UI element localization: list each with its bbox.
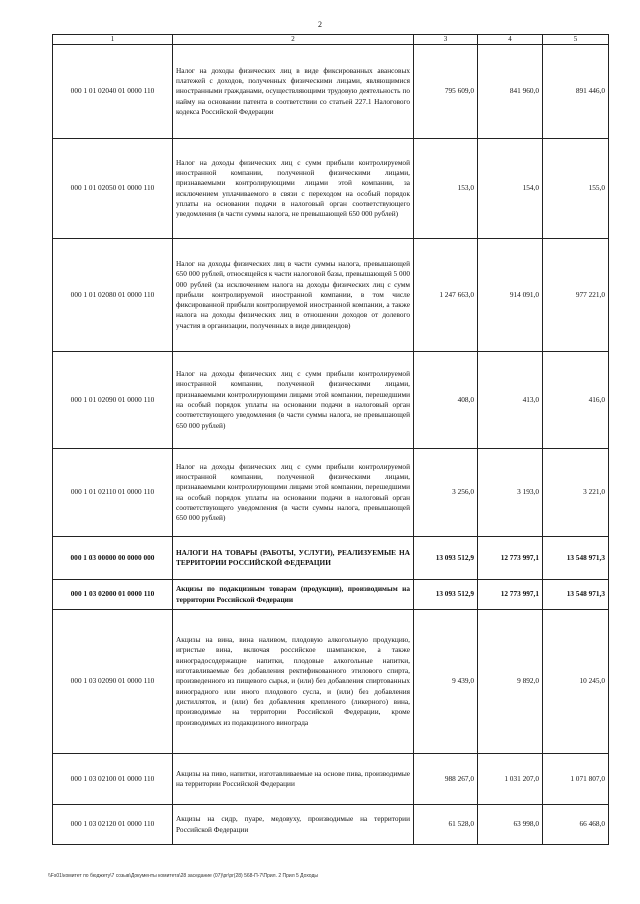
value-col-5: 155,0 bbox=[543, 139, 609, 239]
value-col-4: 3 193,0 bbox=[478, 449, 543, 537]
value-col-5: 977 221,0 bbox=[543, 239, 609, 352]
value-col-3: 3 256,0 bbox=[414, 449, 478, 537]
value-col-5: 1 071 807,0 bbox=[543, 754, 609, 805]
page-number: 2 bbox=[318, 20, 322, 29]
value-col-4: 9 892,0 bbox=[478, 610, 543, 754]
row-description: Налог на доходы физических лиц в виде фиксированных авансовых платежей с доходов, полученных физическими лицами, являющимися иностранными гражданами, осуществляющими трудовую деятельность по найму на основании патента в соответствии со статьей 227.1 Налогового кодекса Российской Федерации bbox=[173, 45, 414, 139]
value-col-4: 413,0 bbox=[478, 352, 543, 449]
value-col-5: 10 245,0 bbox=[543, 610, 609, 754]
row-description: Налог на доходы физических лиц в части суммы налога, превышающей 650 000 рублей, относящейся к части налоговой базы, превышающей 5 000 000 рублей (за исключением налога на доходы физических лиц с сумм прибыли контролируемой иностранной компании, в том числе фиксированной прибыли контролируемой иностранной компании, а также налога на доходы физических лиц в отношении доходов от долевого участия в организации, полученных в виде дивидендов) bbox=[173, 239, 414, 352]
column-header: 2 bbox=[173, 35, 414, 45]
row-description: Акцизы на пиво, напитки, изготавливаемые на основе пива, производимые на территории Российской Федерации bbox=[173, 754, 414, 805]
row-description: НАЛОГИ НА ТОВАРЫ (РАБОТЫ, УСЛУГИ), РЕАЛИЗУЕМЫЕ НА ТЕРРИТОРИИ РОССИЙСКОЙ ФЕДЕРАЦИИ bbox=[173, 537, 414, 580]
value-col-4: 841 960,0 bbox=[478, 45, 543, 139]
value-col-3: 13 093 512,9 bbox=[414, 537, 478, 580]
table-row bbox=[53, 449, 609, 537]
value-col-5: 13 548 971,3 bbox=[543, 580, 609, 610]
column-header: 5 bbox=[543, 35, 609, 45]
value-col-3: 795 609,0 bbox=[414, 45, 478, 139]
value-col-5: 891 446,0 bbox=[543, 45, 609, 139]
row-description: Налог на доходы физических лиц с сумм прибыли контролируемой иностранной компании, полученной физическими лицами, признаваемыми контролирующими лицами этой компании, перешедшими на особый порядок уплаты на основании подачи в налоговый орган соответствующего уведомления (в части суммы налога, не превышающей 650 000 рублей) bbox=[173, 352, 414, 449]
column-header: 3 bbox=[414, 35, 478, 45]
row-code: 000 1 03 00000 00 0000 000 bbox=[53, 537, 173, 580]
value-col-4: 154,0 bbox=[478, 139, 543, 239]
value-col-5: 66 468,0 bbox=[543, 805, 609, 845]
table-row bbox=[53, 45, 609, 139]
value-col-3: 13 093 512,9 bbox=[414, 580, 478, 610]
table-row bbox=[53, 805, 609, 845]
file-path-footer: \\Fs01\комитет по бюджету\7 созыв\Документы комитета\28 заседание (07)\pr\pr(28) 568-П-7\Прил. 2 Прил 5 Доходы bbox=[48, 873, 318, 879]
table-row bbox=[53, 537, 609, 580]
value-col-4: 914 091,0 bbox=[478, 239, 543, 352]
value-col-3: 9 439,0 bbox=[414, 610, 478, 754]
row-description: Акцизы по подакцизным товарам (продукции), производимым на территории Российской Федерации bbox=[173, 580, 414, 610]
table-row bbox=[53, 352, 609, 449]
column-header: 4 bbox=[478, 35, 543, 45]
value-col-3: 61 528,0 bbox=[414, 805, 478, 845]
row-description: Налог на доходы физических лиц с сумм прибыли контролируемой иностранной компании, полученной физическими лицами, признаваемыми контролирующими лицами этой компании, за исключением уплачиваемого в связи с переходом на особый порядок уплаты на основании подачи в налоговый орган соответствующего уведомления (в части суммы налога, не превышающей 650 000 рублей) bbox=[173, 139, 414, 239]
row-description: Налог на доходы физических лиц с сумм прибыли контролируемой иностранной компании, полученной физическими лицами, признаваемыми контролирующими лицами этой компании, перешедшими на особый порядок уплаты на основании подачи в налоговый орган соответствующего уведомления (в части суммы налога, превышающей 650 000 рублей) bbox=[173, 449, 414, 537]
table-row bbox=[53, 754, 609, 805]
value-col-3: 1 247 663,0 bbox=[414, 239, 478, 352]
row-description: Акцизы на сидр, пуаре, медовуху, производимые на территории Российской Федерации bbox=[173, 805, 414, 845]
value-col-3: 153,0 bbox=[414, 139, 478, 239]
value-col-3: 988 267,0 bbox=[414, 754, 478, 805]
value-col-3: 408,0 bbox=[414, 352, 478, 449]
column-header: 1 bbox=[53, 35, 173, 45]
value-col-5: 13 548 971,3 bbox=[543, 537, 609, 580]
value-col-5: 416,0 bbox=[543, 352, 609, 449]
row-code: 000 1 03 02100 01 0000 110 bbox=[53, 754, 173, 805]
table-row bbox=[53, 610, 609, 754]
table-row bbox=[53, 139, 609, 239]
row-code: 000 1 03 02090 01 0000 110 bbox=[53, 610, 173, 754]
row-code: 000 1 03 02000 01 0000 110 bbox=[53, 580, 173, 610]
value-col-4: 12 773 997,1 bbox=[478, 580, 543, 610]
row-description: Акцизы на вина, вина наливом, плодовую алкогольную продукцию, игристые вина, включая российское шампанское, а также виноградосодержащие напитки, плодовые алкогольные напитки, изготавливаемые без добавления ректификованного этилового спирта, произведенного из пищевого сырья, и (или) без добавления спиртованных виноградного или иного плодового сусла, и (или) без добавления дистиллятов, и (или) без добавления крепленого (ликерного) вина, производимые на территории Российской Федерации, кроме производимых из подакцизного винограда bbox=[173, 610, 414, 754]
value-col-4: 12 773 997,1 bbox=[478, 537, 543, 580]
table-row bbox=[53, 239, 609, 352]
value-col-4: 1 031 207,0 bbox=[478, 754, 543, 805]
revenue-table bbox=[52, 34, 609, 845]
row-code: 000 1 01 02110 01 0000 110 bbox=[53, 449, 173, 537]
row-code: 000 1 01 02040 01 0000 110 bbox=[53, 45, 173, 139]
table-row bbox=[53, 580, 609, 610]
value-col-4: 63 998,0 bbox=[478, 805, 543, 845]
row-code: 000 1 01 02050 01 0000 110 bbox=[53, 139, 173, 239]
table-header-row bbox=[53, 35, 609, 45]
row-code: 000 1 01 02090 01 0000 110 bbox=[53, 352, 173, 449]
value-col-5: 3 221,0 bbox=[543, 449, 609, 537]
row-code: 000 1 01 02080 01 0000 110 bbox=[53, 239, 173, 352]
row-code: 000 1 03 02120 01 0000 110 bbox=[53, 805, 173, 845]
